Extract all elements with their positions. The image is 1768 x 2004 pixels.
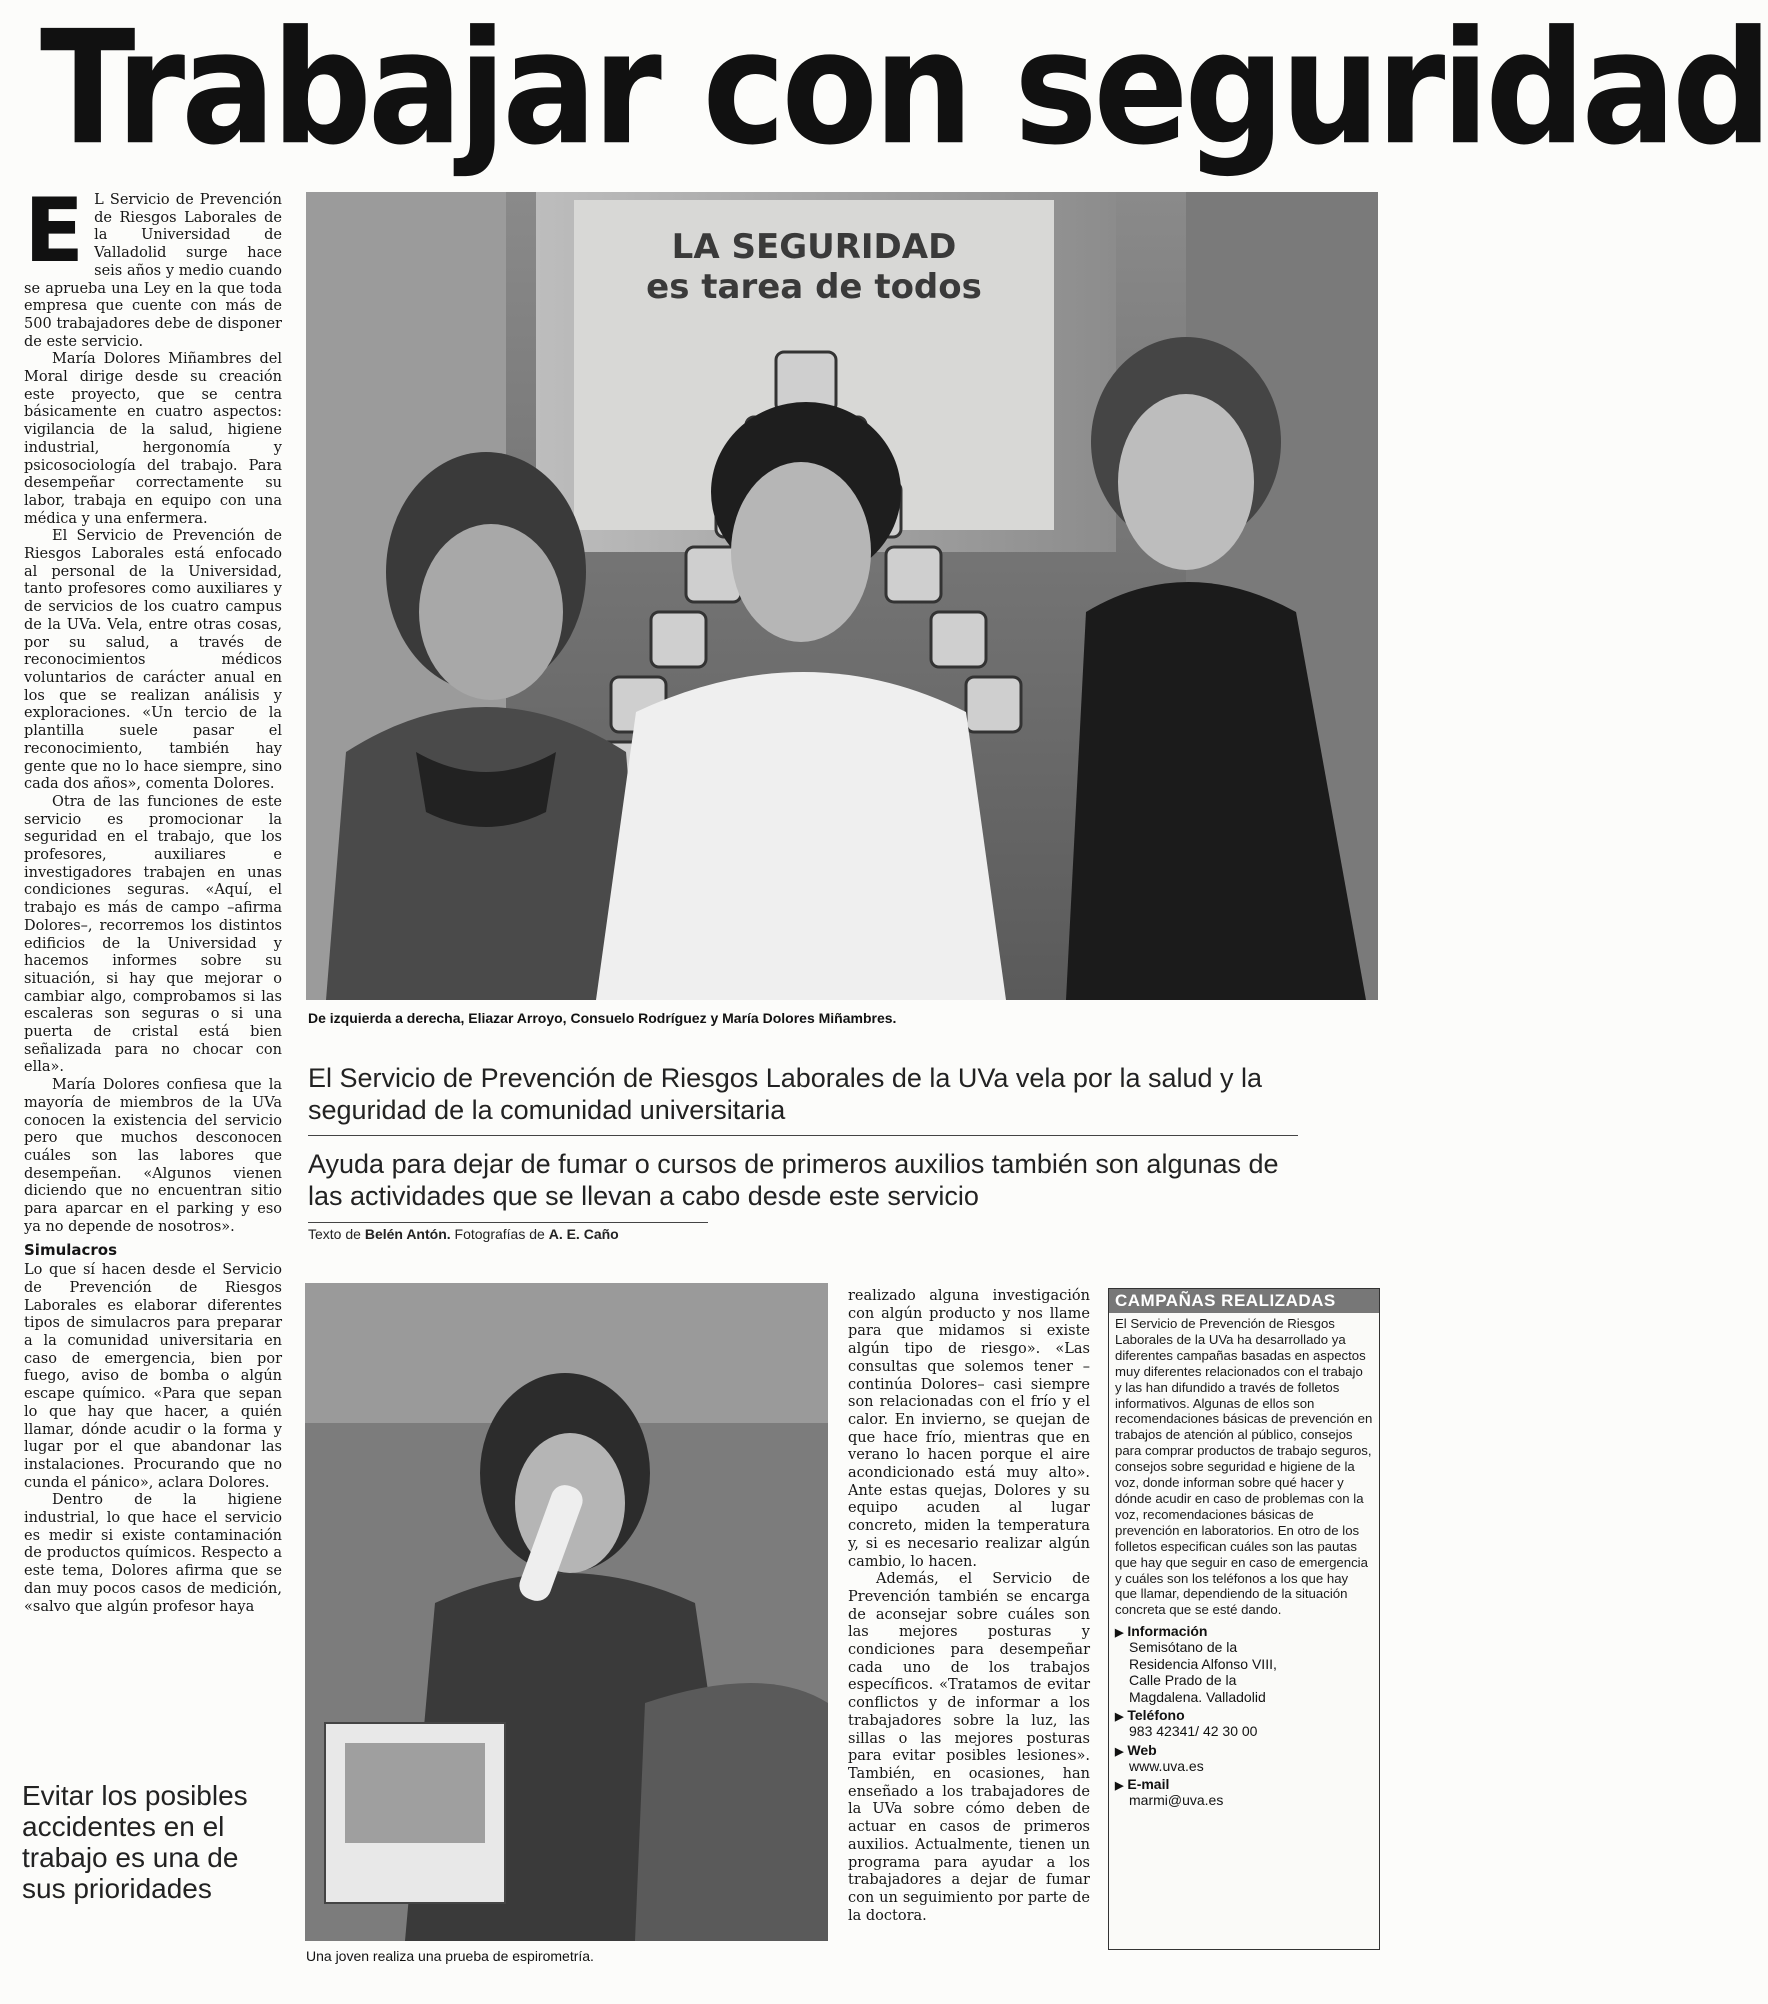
paragraph: E L Servicio de Prevención de Riesgos Laborales de la Universidad de Valladolid surge hace seis años y medio cuando se aprueba una Ley en la que toda empresa que cuente con más de 500 trabajadores debe de disponer de este servicio. [24,179,282,350]
address-line: Semisótano de la [1129,1639,1238,1656]
paragraph: Otra de las funciones de este servicio es promocionar la seguridad en el trabajo, que los profesores, auxiliares e investigadores trabajen en unas condiciones seguras. «Aquí, el trabajo es más de campo –afirma Dolores–, recorremos los distintos edificios de la Universidad y hacemos informes sobre su situación, si hay que mejorar o cambiar algo, comprobamos si las escaleras son seguras o si una puerta de cristal está bien señalizada para no chocar con ella». [24,793,282,1076]
dropcap: E [24,179,85,282]
byline: Texto de Belén Antón. Fotografías de A. E. Caño [308,1226,619,1242]
author-name: Belén Antón. [364,1226,451,1242]
paragraph: Además, el Servicio de Prevención también se encarga de aconsejar sobre cuáles son las mejores posturas y condiciones para desempeñar cada uno de los trabajos específicos. «Tratamos de evitar conflictos y de informar a los trabajadores sobre la luz, las sillas o las mejores posturas para evitar posibles lesiones». También, en ocasiones, han enseñado a los trabajadores de la UVa sobre cómo deben de actuar en casos de primeros auxilios. Actualmente, tienen un programa para ayudar a los trabajadores a dejar de fumar con un seguimiento por parte de la doctora. [848,1571,1090,1924]
divider [308,1135,1298,1136]
phone-label: ▶ Teléfono [1115,1707,1185,1724]
sidebar-body: El Servicio de Prevención de Riesgos Laborales de la UVa ha desarrollado ya diferentes campañas basadas en aspectos muy diferentes relacionados con el trabajo y las han difundido a través de folletos informativos. Algunas de ellos son recomendaciones básicas de prevención en trabajos de atención al público, consejos para comprar productos de trabajo seguros, consejos sobre seguridad e higiene de la voz, donde informan sobre qué hacer y dónde acudir en caso de problemas con la voz, recomendaciones básicas de prevención en laboratorios. En otro de los folletos especifican cuáles son las pautas que hay que seguir en caso de emergencia y cuáles son los teléfonos a los que hay que llamar, dependiendo de la situación concreta que se esté dando. [1115,1316,1373,1618]
article-column-1 [24,179,282,1767]
phone-value: 983 42341/ 42 30 00 [1129,1723,1258,1740]
address-line: Residencia Alfonso VIII, [1129,1655,1277,1672]
spirometry-photo-image [305,1283,828,1941]
main-photo-caption: De izquierda a derecha, Eliazar Arroyo, Consuelo Rodríguez y María Dolores Miñambres. [308,1010,897,1026]
arrow-icon: ▶ [1115,1745,1124,1758]
paragraph: María Dolores Miñambres del Moral dirige desde su creación este proyecto, que se centra básicamente en cuatro aspectos: vigilancia de la salud, higiene industrial, hergonomía y psicosociología del trabajo. Para desempeñar correctamente su labor, trabaja en equipo con una médica y una enfermera. [24,351,282,527]
spirometry-caption: Una joven realiza una prueba de espirometría. [306,1948,594,1964]
paragraph: realizado alguna investigación con algún producto y nos llame para que midamos si existe algún tipo de riesgo». «Las consultas que solemos tener –continúa Dolores– casi siempre son relacionadas con el frío y el calor. En invierno, se quejan de que hace frío, mientras que en verano lo hacen porque el aire acondicionado está muy alto». Ante estas quejas, Dolores y su equipo acuden al lugar concreto, miden la temperatura y, si es necesario realizar algún cambio, lo hacen. [848,1288,1090,1570]
deck-2: Ayuda para dejar de fumar o cursos de primeros auxilios también son algunas de las actividades que se llevan a cabo desde este servicio [308,1149,1279,1211]
arrow-icon: ▶ [1115,1627,1124,1640]
web-label: ▶ Web [1115,1741,1157,1758]
poster-headline [574,227,1054,307]
photographer-name: A. E. Caño [548,1226,619,1242]
arrow-icon: ▶ [1115,1780,1124,1793]
paragraph: Dentro de la higiene industrial, lo que hace el servicio es medir si existe contaminación de productos químicos. Respecto a este tema, Dolores afirma que se dan muy pocos casos de medición, «salvo que algún profesor haya [24,1492,282,1615]
divider [308,1222,708,1223]
info-label: ▶ Información [1115,1623,1208,1640]
main-photo [306,192,1378,1000]
paragraph: El Servicio de Prevención de Riesgos Laborales está enfocado al personal de la Universidad, tanto profesores como auxiliares y de servicios de los cuatro campus de la UVa. Vela, entre otras cosas, por su salud, a través de reconocimientos médicos voluntarios de carácter anual en los que se realizan análisis y exploraciones. «Un tercio de la plantilla suele pasar el reconocimiento, también hay gente que no lo hace siempre, sino cada dos años», comenta Dolores. [24,528,282,793]
poster-line-1: LA SEGURIDAD [671,227,957,267]
address-line: Magdalena. Valladolid [1129,1688,1266,1705]
deck-1: El Servicio de Prevención de Riesgos Laborales de la UVa vela por la salud y la seguridad de la comunidad universitaria [308,1063,1263,1125]
paragraph: Lo que sí hacen desde el Servicio de Prevención de Riesgos Laborales es elaborar diferentes tipos de simulacros para preparar a la comunidad universitaria en caso de emergencia, bien por fuego, aviso de bomba o algún escape químico. «Para que sepan lo que hay que hacer, a quién llamar, dónde acudir o la forma y lugar por el que abandonar las instalaciones. Procurando que no cunda el pánico», aclara Dolores. [24,1262,282,1491]
address-line: Calle Prado de la [1129,1672,1237,1689]
web-link[interactable]: www.uva.es [1129,1757,1204,1774]
main-photo-image [306,192,1378,1000]
subhead-simulacros: Simulacros [24,1241,118,1260]
article-column-3 [848,1288,1090,1978]
email-label: ▶ E-mail [1115,1776,1170,1793]
pull-quote: Evitar los posibles accidentes en el trabajo es una de sus prioridades [22,1780,248,1904]
email-link[interactable]: marmi@uva.es [1129,1792,1224,1809]
arrow-icon: ▶ [1115,1711,1124,1724]
sidebar-title: CAMPAÑAS REALIZADAS [1109,1289,1379,1313]
spirometry-photo [305,1283,828,1941]
sidebar-campaigns [1108,1288,1380,1950]
headline: Trabajar con seguridad [40,0,1768,181]
poster-line-2: es tarea de todos [646,267,982,307]
paragraph: María Dolores confiesa que la mayoría de miembros de la UVa conocen la existencia del servicio pero que muchos desconocen cuáles son las labores que desempeñan. «Algunos vienen diciendo que no encuentran sitio para aparcar en el parking y eso ya no depende de nosotros». [24,1077,282,1235]
